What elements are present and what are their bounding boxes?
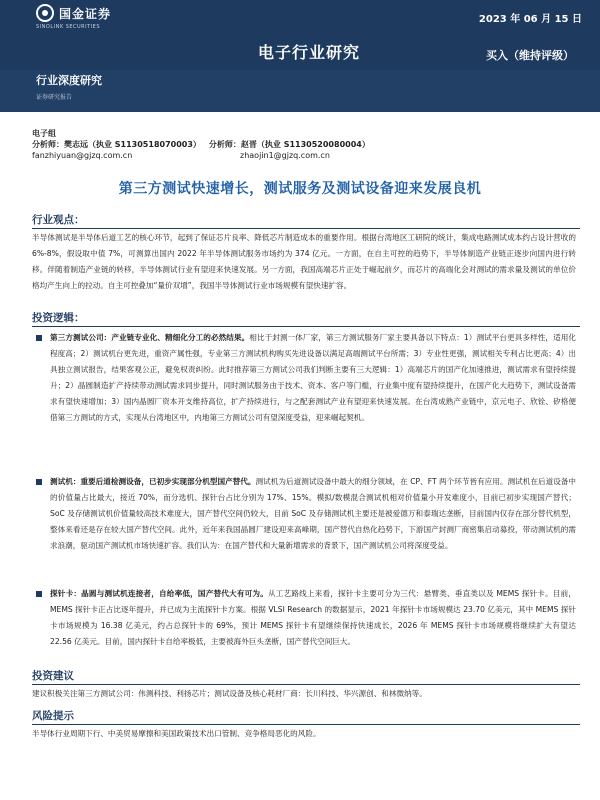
report-date: 2023 年 06 月 15 日 bbox=[478, 14, 582, 25]
section-heading-advice: 投资建议 bbox=[32, 670, 74, 682]
bullet-text: 从工艺路线上来看，探针卡主要可分为三代：悬臂类、垂直类以及 MEMS 探针卡。目前，MEMS 探针卡正占比逐年提升，并已成为主流探针卡方案。根据 VLSI Research 的数据显示，2021 年探针卡市场规模达 23.70 亿美元，其中 MEMS 探针卡市场规模为 16.38 亿美元，约占总探针卡的 69%，预计 MEMS 探针卡有望继续保持快速成长，2026 年 MEMS 探针卡市场规模将继续扩大有望达 22.56 亿美元。目前，国内探针卡自给率极低，主要被海外巨头垄断，国产替代空间巨大。 bbox=[50, 589, 577, 646]
industry-title: 电子行业研究 bbox=[258, 43, 361, 62]
analyst-2-email[interactable]: zhaojin1@gjzq.com.cn bbox=[240, 151, 330, 160]
rating-badge: 买入（维持评级） bbox=[486, 49, 574, 62]
bullet-lead: 测试机：重要后道检测设备，已初步实现部分机型国产替代。 bbox=[50, 477, 256, 486]
bullet-text: 相比于封测一体厂家，第三方测试服务厂家主要具备以下特点：1）测试平台更具多样性，适用化程度高；2）测试机台更先进，重资产属性强，专业第三方测试机构购买先进设备以满足高端测试平台所需；3）专业性更强，测试相关专利占比更高；4）出具独立测试报告，结果客观公正，避免权责纠纷。此时推荐第三方测试公司我们判断主要有三大逻辑：1）高端芯片的国产化加速推进，测试需求有望持续提升；2）晶圆制造扩产持续带动测试需求同步提升，同时测试服务由于技术、资本、客户等门槛，行业集中度有望持续提升，在国产化大趋势下，测试设备需求有望快速增加；3）国内晶圆厂资本开支维持高位，扩产持续进行，与之配套测试产业有望迎来快速发展。在台湾成熟产业链中，京元电子、欣铨、矽格便借第三方测试的方式，实现从台湾地区中，内地第三方测试公司有望深度受益，迎来崛起契机。 bbox=[50, 333, 577, 422]
section-divider bbox=[32, 326, 580, 327]
risk-paragraph: 半导体行业周期下行、中美贸易摩擦和美国政策技术出口管制、竞争格局恶化的风险。 bbox=[32, 729, 321, 738]
section-heading-risk: 风险提示 bbox=[32, 710, 74, 722]
section-divider bbox=[32, 228, 580, 229]
advice-paragraph: 建议积极关注第三方测试公司：伟测科技、利扬芯片；测试设备及核心耗材厂商：长川科技、华兴源创、和林微纳等。 bbox=[32, 689, 427, 698]
viewpoint-paragraph: 半导体测试是半导体后道工艺的核心环节，起到了保证芯片良率、降低芯片制造成本的重要作用。根据台湾地区工研院的统计，集成电路测试成本约占设计营收的 6%-8%，假设取中值 7%，可测算出国内 2022 年半导体测试服务市场约为 374 亿元。一方面，在自主可控的趋势下，半导体制造产业链正逐步向国内进行转移。伴随着制造产业链的转移，半导体测试行业有望迎来快速发展。另一方面，我国高端芯片正处于崛起前夕，而芯片的高端化会对测试的需求量及测试的单位价格均产生向上的拉动。自主可控叠加“量价双增”，我国半导体测试行业市场规模有望快速扩容。 bbox=[32, 233, 576, 290]
bullet-lead: 第三方测试公司：产业链专业化、精细化分工的必然结果。 bbox=[50, 333, 250, 342]
analyst-row bbox=[32, 139, 572, 150]
logic-bullet-tester bbox=[36, 474, 576, 554]
page-title: 第三方测试快速增长，测试服务及测试设备迎来发展良机 bbox=[118, 181, 482, 197]
report-subtype: 证券研究报告 bbox=[36, 94, 73, 101]
group-name: 电子组 bbox=[32, 129, 56, 138]
bullet-lead: 探针卡：晶圆与测试机连接者，自给率低，国产替代大有可为。 bbox=[50, 589, 268, 598]
bullet-text: 测试机为后道测试设备中最大的细分领域，在 CP、FT 两个环节皆有应用。测试机在后道设备中的价值量占比最大，接近 70%，而分选机、探针台占比分别为 17%、15%。模拟/数模混合测试机相对价值量小开发难度小，目前已初步实现国产替代；SoC 及存储测试机价值量较高技术难度大，国产替代空间仍较大，目前 SoC 及存储测试机主要还是被爱德万和泰瑞达垄断，目前国内仅存在部分替代机型，整体来看还是存在较大国产替代空间。此外，近年来我国晶圆厂建设迎来高峰期，国产替代自热化趋势下，下游国产封测厂商密集启动募投，带动测试机的需求浪潮，驱动国产测试机市场快速扩容。我们认为：在国产替代和大量新增需求的背景下，国产测试机公司将深度受益。 bbox=[50, 477, 577, 550]
bullet-square-icon bbox=[36, 335, 42, 341]
email-row bbox=[32, 150, 572, 161]
section-divider bbox=[32, 684, 580, 685]
brand-name: 国金证券 bbox=[59, 6, 112, 21]
section-heading-viewpoint: 行业观点： bbox=[32, 214, 85, 226]
logic-bullet-probe-card bbox=[36, 586, 576, 650]
bullet-square-icon bbox=[36, 479, 42, 485]
section-heading-logic: 投资逻辑： bbox=[32, 312, 85, 324]
section-divider bbox=[32, 724, 580, 725]
brand-logo-icon bbox=[36, 4, 54, 22]
analyst-1-email[interactable]: fanzhiyuan@gjzq.com.cn bbox=[32, 151, 133, 160]
report-type: 行业深度研究 bbox=[36, 74, 102, 87]
analyst-info bbox=[32, 128, 572, 161]
logic-bullet-third-party bbox=[36, 330, 576, 426]
analyst-2: 分析师：赵晋（执业 S1130520080004） bbox=[208, 140, 370, 149]
analyst-1: 分析师：樊志远（执业 S1130518070003） bbox=[32, 140, 201, 149]
brand-sub: SINOLINK SECURITIES bbox=[36, 24, 100, 30]
brand-logo bbox=[36, 4, 111, 22]
bullet-square-icon bbox=[36, 591, 42, 597]
report-header bbox=[0, 0, 600, 112]
